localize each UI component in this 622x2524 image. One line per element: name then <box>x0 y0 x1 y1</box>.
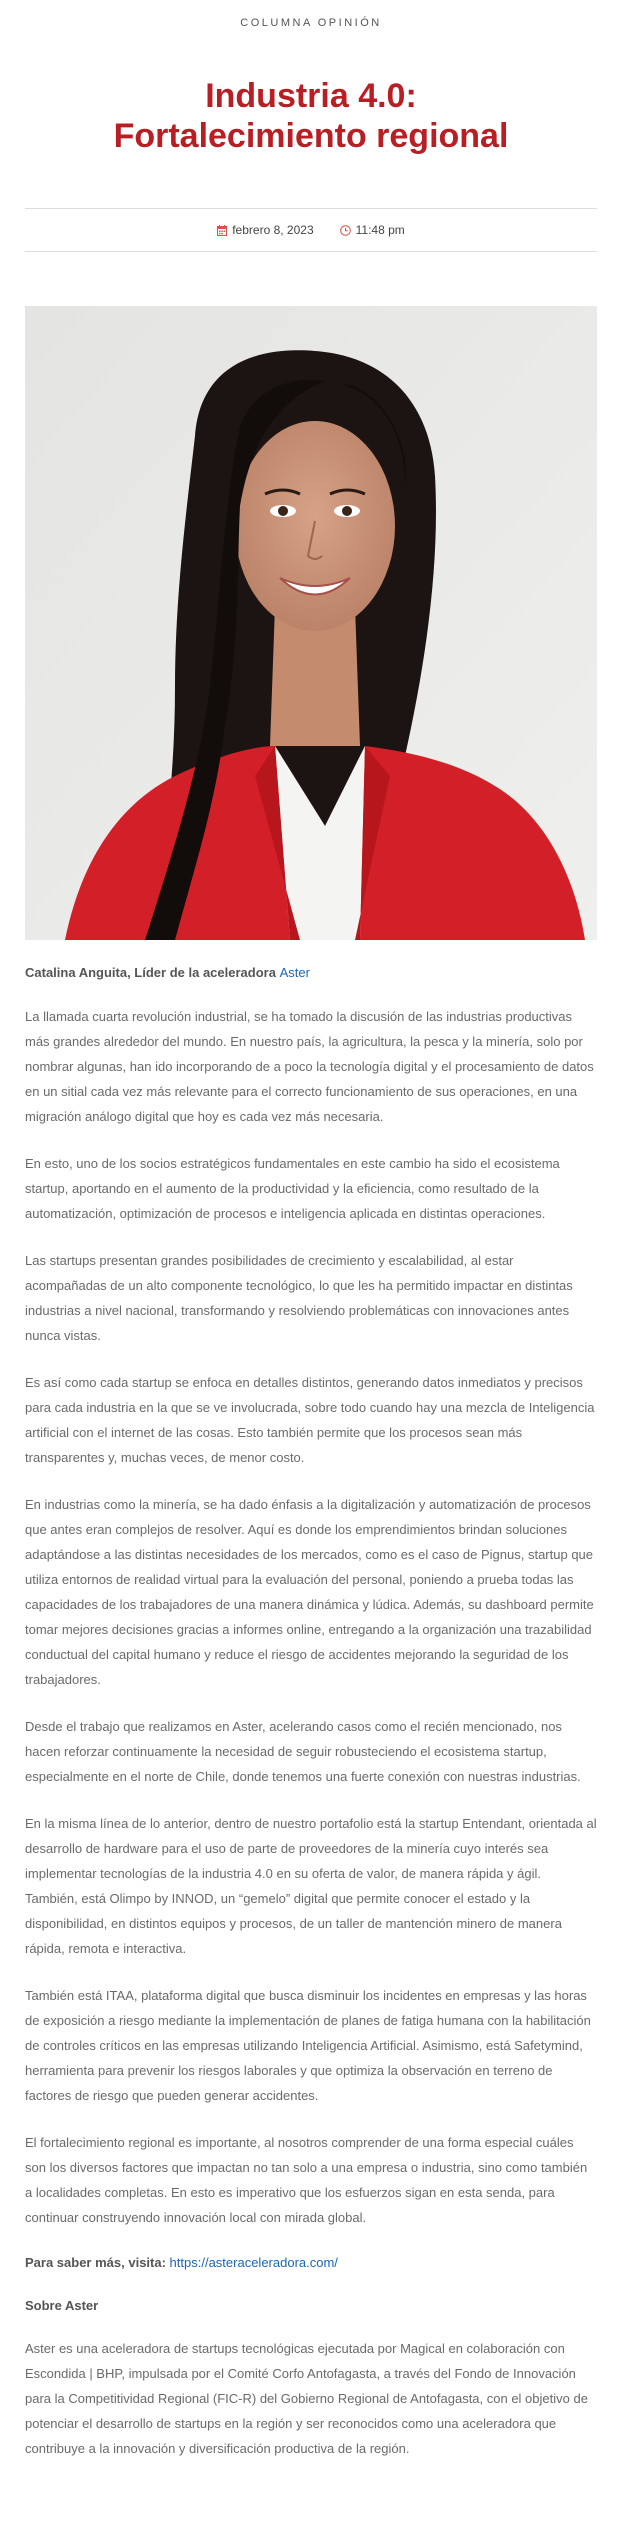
author-portrait <box>25 306 597 940</box>
article-meta <box>25 208 597 252</box>
caption-aster-link[interactable]: Aster <box>279 965 310 980</box>
time-meta <box>340 223 405 237</box>
paragraph: En la misma línea de lo anterior, dentro de nuestro portafolio está la startup Entendant, orientada al desarrollo de hardware para el uso de parte de proveedores de la minería cuyo interés sea implementar tecnologías de la industria 4.0 en su oferta de valor, de manera rápida y ágil. También, está Olimpo by INNOD, un “gemelo” digital que permite conocer el estado y la disponibilidad, en distintos equipos y procesos, de un taller de mantención minero de manera rápida, remota e interactiva. <box>25 1816 597 1956</box>
article-title <box>25 76 597 156</box>
calendar-icon <box>217 225 227 236</box>
paragraph: En esto, uno de los socios estratégicos fundamentales en este cambio ha sido el ecosistema startup, aportando en el aumento de la productividad y la eficiencia, como resultado de la automatización, optimización de procesos e inteligencia aplicada en distintas operaciones. <box>25 1156 560 1221</box>
paragraph: El fortalecimiento regional es importante, al nosotros comprender de una forma especial cuáles son los diversos factores que impactan no tan solo a una empresa o industria, sino como también a localidades completas. En esto es imperativo que los esfuerzos sigan en esta senda, para continuar construyendo innovación local con mirada global. <box>25 2135 588 2225</box>
about-text: Aster es una aceleradora de startups tecnológicas ejecutada por Magical en colaboración con Escondida | BHP, impulsada por el Comité Corfo Antofagasta, a través del Fondo de Innovación para la Competitividad Regional (FIC-R) del Gobierno Regional de Antofagasta, con el objetivo de potenciar el desarrollo de startups en la región y ser reconocidos como una aceleradora que contribuye a la innovación y diversificación productiva de la región. <box>25 2341 588 2456</box>
article-title-line1: Industria 4.0: <box>205 77 417 115</box>
about-heading: Sobre Aster <box>25 2298 99 2313</box>
more-info-label: Para saber más, visita: <box>25 2255 166 2270</box>
caption-author: Catalina Anguita, Líder de la aceleradora <box>25 965 276 980</box>
article-date: febrero 8, 2023 <box>232 223 314 237</box>
more-info <box>25 2250 597 2275</box>
paragraph: En industrias como la minería, se ha dado énfasis a la digitalización y automatización de procesos que antes eran complejos de resolver. Aquí es donde los emprendimientos brindan soluciones adaptándose a las distintas necesidades de los mercados, como es el caso de Pignus, startup que utiliza entornos de realidad virtual para la evaluación del personal, poniendo a prueba todas las capacidades de los trabajadores de una manera dinámica y lúdica. Además, su dashboard permite tomar mejores decisiones gracias a informes online, entregando a la organización una trazabilidad conductual del capital humano y reduce el riesgo de accidentes mejorando la seguridad de los trabajadores. <box>25 1497 594 1687</box>
aster-website-link[interactable]: https://asteraceleradora.com/ <box>169 2255 338 2270</box>
paragraph: Las startups presentan grandes posibilidades de crecimiento y escalabilidad, al estar acompañadas de un alto componente tecnológico, lo que les ha permitido impactar en distintas industrias a nivel nacional, transformando y resolviendo problemáticas con innovaciones antes nunca vistas. <box>25 1253 573 1343</box>
article-category[interactable]: COLUMNA OPINIÓN <box>240 17 382 29</box>
paragraph: La llamada cuarta revolución industrial, se ha tomado la discusión de las industrias productivas más grandes alrededor del mundo. En nuestro país, la agricultura, la pesca y la minería, solo por nombrar algunas, han ido incorporando de a poco la tecnología digital y el procesamiento de datos en un sitial cada vez más relevante para el correcto funcionamiento de sus operaciones, en una migración análogo digital que hoy es cada vez más necesaria. <box>25 1009 594 1124</box>
article-body <box>25 1004 597 2230</box>
photo-caption <box>25 962 597 984</box>
paragraph: También está ITAA, plataforma digital que busca disminuir los incidentes en empresas y las horas de exposición a riesgo mediante la implementación de planes de fatiga humana con la habilitación de controles críticos en las empresas utilizando Inteligencia Artificial. Asimismo, está Safetymind, herramienta para prevenir los riesgos laborales y que optimiza la observación en terreno de factores de riesgo que pueden generar accidentes. <box>25 1988 591 2103</box>
paragraph: Es así como cada startup se enfoca en detalles distintos, generando datos inmediatos y precisos para cada industria en la que se ve involucrada, sobre todo cuando hay una mezcla de Inteligencia artificial con el internet de las cosas. Esto también permite que los procesos sean más transparentes y, muchas veces, de menor costo. <box>25 1375 595 1465</box>
date-meta <box>217 223 313 237</box>
article-title-line2: Fortalecimiento regional <box>113 117 509 155</box>
clock-icon <box>340 225 351 236</box>
paragraph: Desde el trabajo que realizamos en Aster, acelerando casos como el recién mencionado, nos hacen reforzar continuamente la necesidad de seguir robusteciendo el ecosistema startup, especialmente en el norte de Chile, donde tenemos una fuerte conexión con nuestras industrias. <box>25 1719 581 1784</box>
article-time: 11:48 pm <box>355 223 405 237</box>
